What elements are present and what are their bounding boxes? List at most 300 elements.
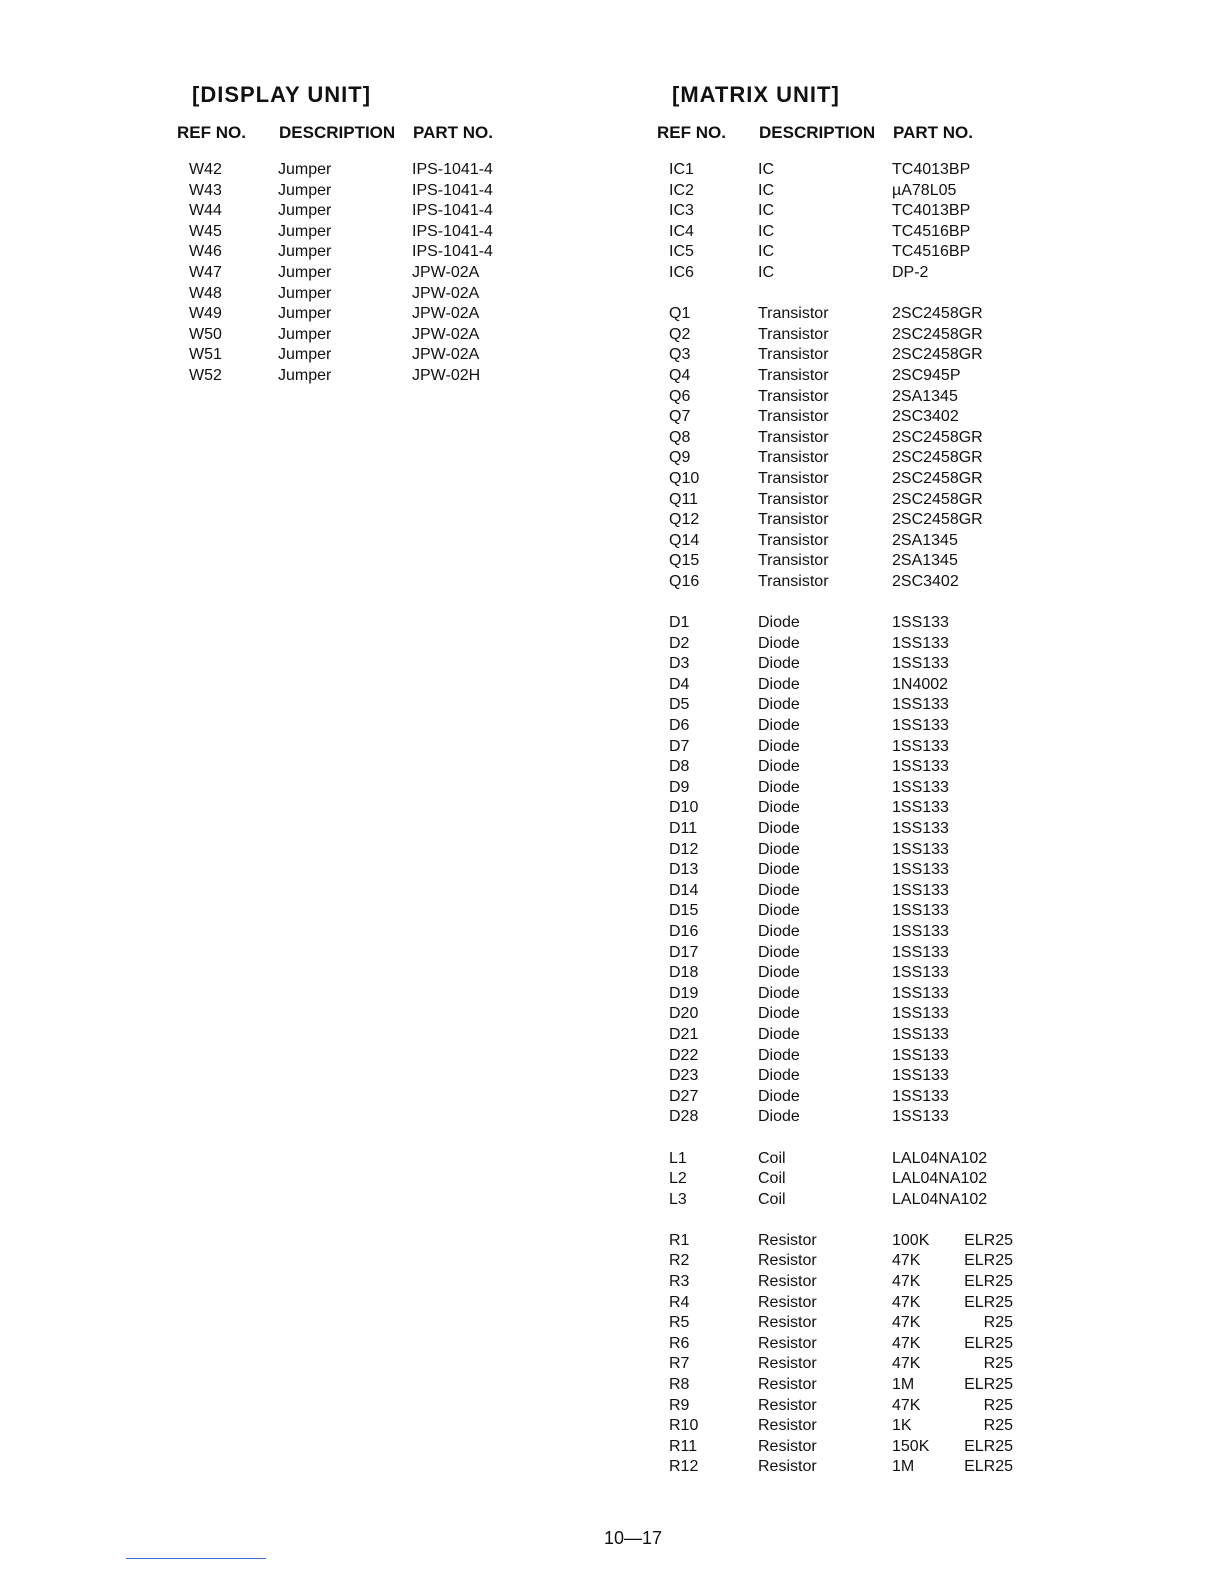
description: Diode: [758, 984, 800, 1002]
part-no: IPS-1041-4: [412, 202, 493, 220]
part-no: 47K: [892, 1252, 921, 1270]
parts-row: [0, 737, 1100, 758]
part-no: 2SA1345: [892, 552, 958, 570]
description: IC: [758, 263, 774, 281]
parts-row: [0, 943, 1100, 964]
description: Resistor: [758, 1252, 817, 1270]
ref-no: Q16: [669, 572, 700, 590]
description: Transistor: [758, 387, 829, 405]
parts-row: [0, 675, 1100, 696]
ref-no: D9: [669, 778, 690, 796]
description: IC: [758, 202, 774, 220]
parts-row: [0, 531, 1100, 552]
parts-row: [0, 510, 1100, 531]
description: Transistor: [758, 428, 829, 446]
group-spacer: [0, 284, 1100, 305]
description: Resistor: [758, 1396, 817, 1414]
ref-no: Q11: [669, 490, 699, 508]
ref-no: Q6: [669, 387, 691, 405]
ref-no: D28: [669, 1108, 699, 1126]
description: IC: [758, 161, 774, 178]
part-no: 2SC2458GR: [892, 490, 983, 508]
description: Diode: [758, 717, 800, 735]
part-no: TC4013BP: [892, 202, 971, 220]
part-no: 47K: [892, 1334, 921, 1352]
parts-row: [0, 181, 1100, 202]
parts-row: [0, 1025, 1100, 1046]
parts-row: [0, 407, 1100, 428]
ref-no: R12: [669, 1458, 699, 1476]
parts-row: [0, 428, 1100, 449]
part-no: 47K: [892, 1314, 921, 1332]
description: Diode: [758, 614, 800, 632]
parts-row: [0, 201, 1100, 222]
part-no: DP-2: [892, 263, 929, 281]
parts-row: [0, 572, 1100, 593]
ref-no: W47: [189, 263, 222, 281]
description: IC: [758, 181, 774, 199]
matrix-parts-list: [0, 160, 1100, 1478]
ref-no: W51: [189, 346, 222, 364]
parts-row: [0, 757, 1100, 778]
description: Coil: [758, 1149, 786, 1167]
resistor-grade: ELR25: [964, 1252, 1013, 1270]
ref-no: D12: [669, 840, 699, 858]
part-no: JPW-02A: [412, 325, 480, 343]
resistor-grade: ELR25: [964, 1334, 1013, 1352]
ref-no: D14: [669, 881, 699, 899]
part-no: 1SS133: [892, 1025, 949, 1043]
ref-no: D19: [669, 984, 699, 1002]
ref-no: Q3: [669, 346, 691, 364]
part-no: 1SS133: [892, 737, 949, 755]
description: Coil: [758, 1190, 786, 1208]
part-no: 2SC3402: [892, 572, 959, 590]
ref-no: R4: [669, 1293, 690, 1311]
ref-no: R11: [669, 1437, 698, 1455]
part-no: JPW-02H: [412, 366, 481, 384]
parts-row: [0, 695, 1100, 716]
ref-no: D16: [669, 922, 699, 940]
ref-no: Q9: [669, 449, 691, 467]
description: Transistor: [758, 552, 829, 570]
description: Jumper: [278, 181, 332, 199]
part-no: 1SS133: [892, 1067, 949, 1085]
parts-row: [0, 1293, 1100, 1314]
display-header-part: PART NO.: [413, 123, 493, 142]
description: Jumper: [278, 243, 332, 261]
ref-no: W52: [189, 366, 222, 384]
parts-row: [0, 304, 1100, 325]
part-no: 2SC2458GR: [892, 305, 983, 323]
matrix-header-part: PART NO.: [893, 123, 973, 142]
ref-no: R2: [669, 1252, 690, 1270]
description: Resistor: [758, 1417, 817, 1435]
description: Diode: [758, 778, 800, 796]
part-no: IPS-1041-4: [412, 243, 493, 261]
description: Resistor: [758, 1293, 817, 1311]
part-no: 2SA1345: [892, 531, 958, 549]
ref-no: R3: [669, 1273, 690, 1291]
description: Transistor: [758, 449, 829, 467]
description: Diode: [758, 902, 800, 920]
part-no: LAL04NA102: [892, 1170, 988, 1188]
description: Diode: [758, 943, 800, 961]
part-no: 1SS133: [892, 902, 949, 920]
group-spacer: [0, 1128, 1100, 1149]
ref-no: Q4: [669, 366, 691, 384]
part-no: 1SS133: [892, 614, 949, 632]
part-no: 1SS133: [892, 717, 949, 735]
part-no: 1SS133: [892, 696, 949, 714]
part-no: TC4516BP: [892, 222, 971, 240]
description: Jumper: [278, 305, 332, 323]
description: Diode: [758, 737, 800, 755]
ref-no: W49: [189, 305, 222, 323]
part-no: 2SC3402: [892, 408, 959, 426]
description: Diode: [758, 1046, 800, 1064]
parts-row: [0, 1416, 1100, 1437]
part-no: JPW-02A: [412, 305, 480, 323]
part-no: JPW-02A: [412, 284, 480, 302]
ref-no: D2: [669, 634, 690, 652]
parts-row: [0, 1457, 1100, 1478]
part-no: 1SS133: [892, 840, 949, 858]
part-no: IPS-1041-4: [412, 222, 493, 240]
parts-row: [0, 860, 1100, 881]
ref-no: D22: [669, 1046, 699, 1064]
part-no: 2SC2458GR: [892, 511, 983, 529]
parts-row: [0, 984, 1100, 1005]
parts-row: [0, 819, 1100, 840]
display-unit-title: [DISPLAY UNIT]: [192, 82, 372, 107]
parts-row: [0, 551, 1100, 572]
ref-no: L3: [669, 1190, 687, 1208]
parts-row: [0, 387, 1100, 408]
ref-no: D21: [669, 1025, 699, 1043]
parts-row: [0, 716, 1100, 737]
part-no: 1SS133: [892, 881, 949, 899]
ref-no: L1: [669, 1149, 687, 1167]
part-no: 47K: [892, 1396, 921, 1414]
part-no: 1SS133: [892, 984, 949, 1002]
description: Diode: [758, 1005, 800, 1023]
parts-row: [0, 798, 1100, 819]
ref-no: IC1: [669, 161, 694, 178]
part-no: 1SS133: [892, 1108, 949, 1126]
part-no: 2SC2458GR: [892, 346, 983, 364]
parts-row: [0, 840, 1100, 861]
ref-no: W50: [189, 325, 222, 343]
resistor-grade: ELR25: [964, 1273, 1013, 1291]
parts-row: [0, 366, 1100, 387]
part-no: 1SS133: [892, 634, 949, 652]
resistor-grade: ELR25: [964, 1293, 1013, 1311]
parts-row: [0, 1437, 1100, 1458]
matrix-header-ref: REF NO.: [657, 123, 726, 142]
parts-row: [0, 963, 1100, 984]
part-no: 1N4002: [892, 675, 949, 693]
description: Jumper: [278, 161, 332, 178]
ref-no: Q2: [669, 325, 691, 343]
part-no: 1SS133: [892, 943, 949, 961]
footer-rule: [126, 1558, 266, 1559]
parts-row: [0, 263, 1100, 284]
description: Diode: [758, 655, 800, 673]
resistor-grade: ELR25: [964, 1437, 1013, 1455]
part-no: 1SS133: [892, 758, 949, 776]
ref-no: D5: [669, 696, 690, 714]
part-no: 1M: [892, 1458, 915, 1476]
description: Transistor: [758, 511, 829, 529]
description: Jumper: [278, 284, 332, 302]
parts-row: [0, 881, 1100, 902]
description: Jumper: [278, 202, 332, 220]
resistor-grade: ELR25: [964, 1231, 1013, 1249]
ref-no: W46: [189, 243, 222, 261]
ref-no: Q8: [669, 428, 691, 446]
ref-no: D17: [669, 943, 699, 961]
part-no: LAL04NA102: [892, 1190, 988, 1208]
resistor-grade: R25: [983, 1417, 1013, 1435]
description: Resistor: [758, 1273, 817, 1291]
matrix-unit-title: [MATRIX UNIT]: [672, 82, 840, 107]
part-no: 47K: [892, 1355, 921, 1373]
description: Coil: [758, 1170, 786, 1188]
part-no: 1M: [892, 1376, 915, 1394]
ref-no: R8: [669, 1376, 690, 1394]
description: Resistor: [758, 1355, 817, 1373]
ref-no: W42: [189, 161, 222, 178]
part-no: 1SS133: [892, 655, 949, 673]
description: Diode: [758, 820, 800, 837]
part-no: 1K: [892, 1417, 912, 1435]
parts-row: [0, 1354, 1100, 1375]
page-number: 10—17: [604, 1528, 663, 1548]
description: Jumper: [278, 366, 332, 384]
description: Diode: [758, 840, 800, 858]
parts-row: [0, 634, 1100, 655]
part-no: µA78L05: [892, 181, 957, 199]
parts-row: [0, 469, 1100, 490]
description: Diode: [758, 964, 800, 982]
part-no: 2SC2458GR: [892, 469, 983, 487]
ref-no: W45: [189, 222, 222, 240]
description: IC: [758, 243, 774, 261]
ref-no: Q14: [669, 531, 700, 549]
parts-row: [0, 1251, 1100, 1272]
display-header-description: DESCRIPTION: [279, 123, 396, 142]
description: Transistor: [758, 408, 829, 426]
ref-no: Q12: [669, 511, 700, 529]
description: Resistor: [758, 1376, 817, 1394]
part-no: 2SA1345: [892, 387, 958, 405]
parts-row: [0, 1375, 1100, 1396]
part-no: 150K: [892, 1437, 930, 1455]
part-no: LAL04NA102: [892, 1149, 988, 1167]
parts-row: [0, 448, 1100, 469]
description: Transistor: [758, 572, 829, 590]
ref-no: D20: [669, 1005, 699, 1023]
description: Transistor: [758, 346, 829, 364]
parts-row: [0, 1231, 1100, 1252]
part-no: 1SS133: [892, 1046, 949, 1064]
part-no: IPS-1041-4: [412, 161, 493, 178]
ref-no: IC5: [669, 243, 694, 261]
ref-no: R10: [669, 1417, 699, 1435]
ref-no: Q7: [669, 408, 691, 426]
ref-no: D13: [669, 861, 699, 879]
ref-no: IC2: [669, 181, 694, 199]
parts-row: [0, 654, 1100, 675]
part-no: 1SS133: [892, 861, 949, 879]
group-spacer: [0, 592, 1100, 613]
part-no: 1SS133: [892, 820, 949, 837]
description: Diode: [758, 881, 800, 899]
description: Diode: [758, 1087, 800, 1105]
parts-row: [0, 1046, 1100, 1067]
ref-no: R5: [669, 1314, 690, 1332]
description: Transistor: [758, 531, 829, 549]
matrix-header-description: DESCRIPTION: [759, 123, 876, 142]
parts-row: [0, 1107, 1100, 1128]
part-no: 1SS133: [892, 1005, 949, 1023]
parts-row: [0, 1334, 1100, 1355]
description: Transistor: [758, 366, 829, 384]
resistor-grade: R25: [983, 1396, 1013, 1414]
resistor-grade: R25: [983, 1314, 1013, 1332]
ref-no: D3: [669, 655, 690, 673]
description: Diode: [758, 1067, 800, 1085]
description: Resistor: [758, 1231, 817, 1249]
part-no: 2SC2458GR: [892, 325, 983, 343]
description: Resistor: [758, 1314, 817, 1332]
ref-no: IC4: [669, 222, 694, 240]
ref-no: L2: [669, 1170, 687, 1188]
parts-row: [0, 490, 1100, 511]
parts-row: [0, 1066, 1100, 1087]
ref-no: Q10: [669, 469, 700, 487]
parts-row: [0, 1313, 1100, 1334]
ref-no: D23: [669, 1067, 699, 1085]
resistor-grade: ELR25: [964, 1376, 1013, 1394]
ref-no: Q1: [669, 305, 691, 323]
ref-no: W44: [189, 202, 222, 220]
parts-row: [0, 160, 1100, 181]
description: Jumper: [278, 346, 332, 364]
ref-no: D7: [669, 737, 690, 755]
ref-no: Q15: [669, 552, 700, 570]
description: Resistor: [758, 1334, 817, 1352]
part-no: JPW-02A: [412, 263, 480, 281]
parts-row: [0, 1190, 1100, 1211]
description: Transistor: [758, 325, 829, 343]
part-no: 100K: [892, 1231, 930, 1249]
description: Transistor: [758, 469, 829, 487]
part-no: 2SC2458GR: [892, 428, 983, 446]
ref-no: W48: [189, 284, 222, 302]
ref-no: D10: [669, 799, 699, 817]
part-no: 47K: [892, 1293, 921, 1311]
ref-no: D18: [669, 964, 699, 982]
resistor-grade: ELR25: [964, 1458, 1013, 1476]
part-no: 1SS133: [892, 799, 949, 817]
part-no: JPW-02A: [412, 346, 480, 364]
part-no: 47K: [892, 1273, 921, 1291]
description: Jumper: [278, 263, 332, 281]
ref-no: D1: [669, 614, 690, 632]
ref-no: IC3: [669, 202, 694, 220]
description: Jumper: [278, 222, 332, 240]
parts-row: [0, 778, 1100, 799]
group-spacer: [0, 1210, 1100, 1231]
ref-no: D8: [669, 758, 690, 776]
description: Diode: [758, 1025, 800, 1043]
part-no: TC4013BP: [892, 161, 971, 178]
ref-no: D4: [669, 675, 690, 693]
ref-no: R6: [669, 1334, 690, 1352]
part-no: TC4516BP: [892, 243, 971, 261]
parts-row: [0, 901, 1100, 922]
part-no: IPS-1041-4: [412, 181, 493, 199]
description: Diode: [758, 861, 800, 879]
description: Resistor: [758, 1437, 817, 1455]
description: Jumper: [278, 325, 332, 343]
part-no: 1SS133: [892, 1087, 949, 1105]
part-no: 1SS133: [892, 778, 949, 796]
parts-row: [0, 325, 1100, 346]
parts-row: [0, 1004, 1100, 1025]
description: Diode: [758, 799, 800, 817]
description: Diode: [758, 922, 800, 940]
parts-row: [0, 242, 1100, 263]
description: Transistor: [758, 305, 829, 323]
part-no: 2SC2458GR: [892, 449, 983, 467]
description: Diode: [758, 758, 800, 776]
parts-row: [0, 1396, 1100, 1417]
parts-row: [0, 1169, 1100, 1190]
parts-row: [0, 345, 1100, 366]
parts-row: [0, 1087, 1100, 1108]
parts-row: [0, 613, 1100, 634]
description: Diode: [758, 1108, 800, 1126]
ref-no: D11: [669, 820, 698, 837]
parts-row: [0, 1149, 1100, 1170]
description: Diode: [758, 675, 800, 693]
ref-no: IC6: [669, 263, 694, 281]
description: Resistor: [758, 1458, 817, 1476]
ref-no: R9: [669, 1396, 690, 1414]
ref-no: D6: [669, 717, 690, 735]
resistor-grade: R25: [983, 1355, 1013, 1373]
description: IC: [758, 222, 774, 240]
description: Transistor: [758, 490, 829, 508]
part-no: 1SS133: [892, 922, 949, 940]
parts-row: [0, 222, 1100, 243]
description: Diode: [758, 634, 800, 652]
part-no: 1SS133: [892, 964, 949, 982]
ref-no: R1: [669, 1231, 690, 1249]
parts-row: [0, 1272, 1100, 1293]
part-no: 2SC945P: [892, 366, 961, 384]
ref-no: W43: [189, 181, 222, 199]
parts-row: [0, 922, 1100, 943]
ref-no: R7: [669, 1355, 690, 1373]
display-header-ref: REF NO.: [177, 123, 246, 142]
ref-no: D15: [669, 902, 699, 920]
description: Diode: [758, 696, 800, 714]
ref-no: D27: [669, 1087, 699, 1105]
